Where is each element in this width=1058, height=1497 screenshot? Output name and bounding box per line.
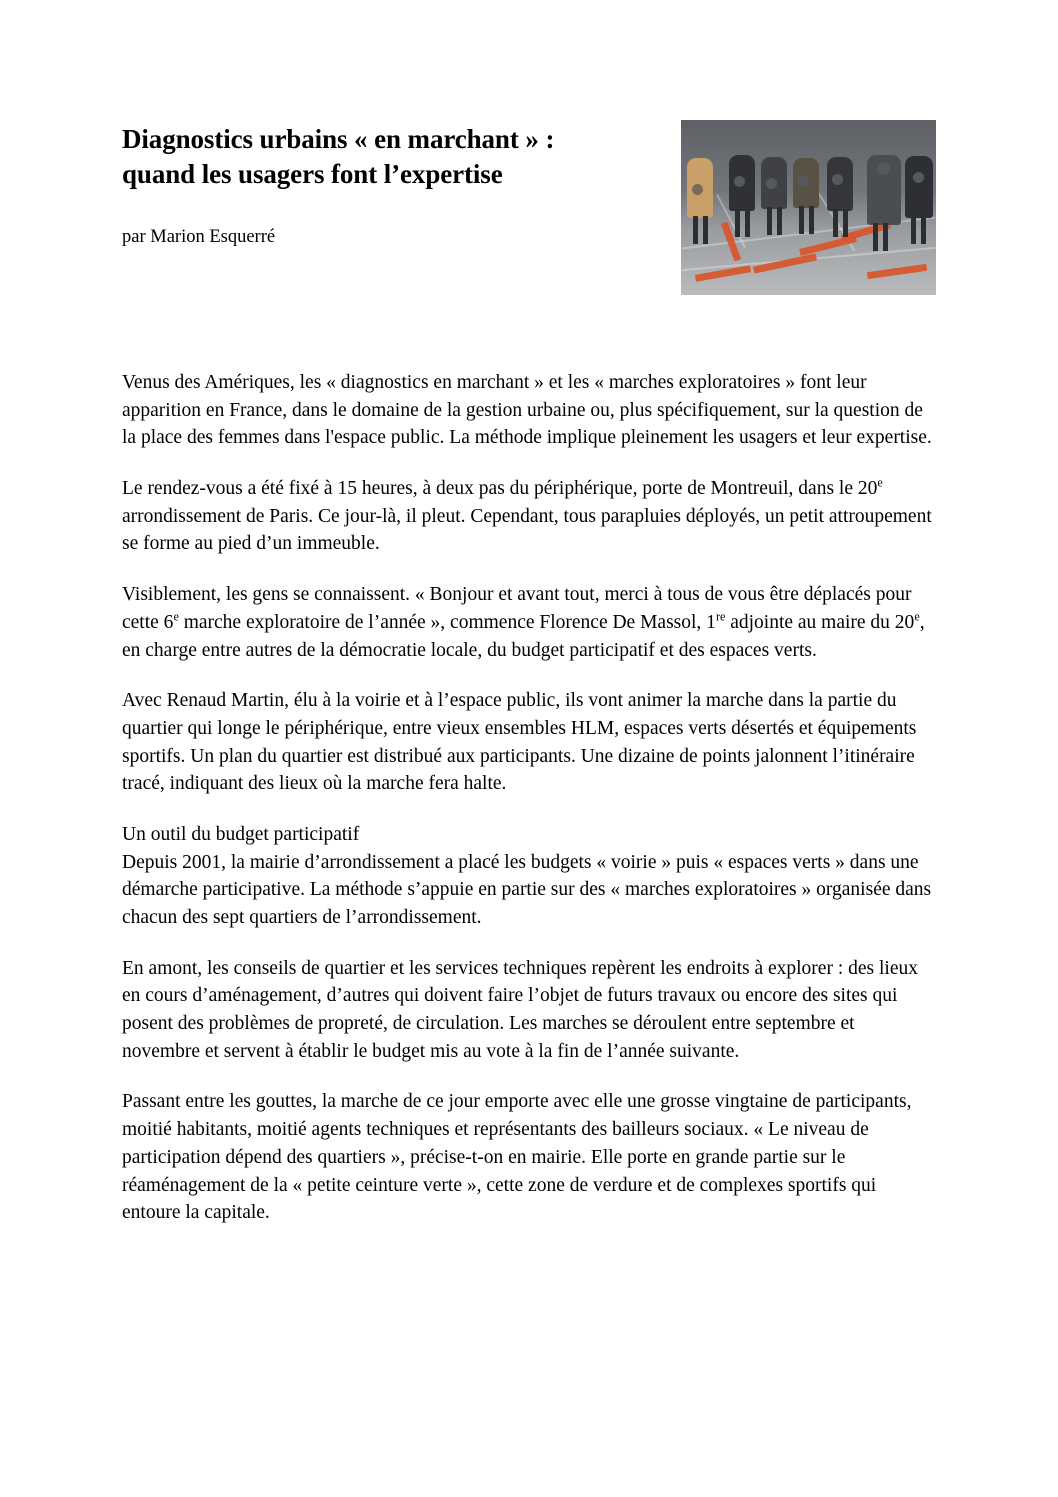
photo-person-head — [913, 172, 924, 183]
article-body — [122, 369, 936, 1227]
paragraph: Venus des Amériques, les « diagnostics en marchant » et les « marches exploratoires » font leur apparition en France, dans le domaine de la gestion urbaine ou, plus spécifiquement, sur la question de la place des femmes dans l'espace public. La méthode implique pleinement les usagers et leur expertise. — [122, 372, 932, 449]
photo-person — [905, 156, 933, 218]
title-block — [122, 118, 662, 249]
photo-person-head — [734, 176, 745, 187]
photo-person-head — [692, 184, 703, 195]
document-header — [122, 118, 936, 295]
page-title-line-1: Diagnostics urbains « en marchant » : — [122, 124, 555, 154]
paragraph: Passant entre les gouttes, la marche de ce jour emporte avec elle une grosse vingtaine de participants, moitié habitants, moitié agents techniques et représentants des bailleurs sociaux. « Le niveau de participation dépend des quartiers », précise-t-on en mairie. Elle porte en grande partie sur le réaménagement de la « petite ceinture verte », cette zone de verdure et de complexes sportifs qui entoure la capitale. — [122, 1091, 912, 1224]
photo-person-head — [832, 174, 843, 185]
photo-person-head — [877, 162, 890, 175]
photo-person-head — [766, 178, 777, 189]
document-content — [122, 118, 936, 1250]
paragraph: Avec Renaud Martin, élu à la voirie et à l’espace public, ils vont animer la marche dans la partie du quartier qui longe le périphérique, entre vieux ensembles HLM, espaces verts désertés et équipements sportifs. Un plan du quartier est distribué aux participants. Une dizaine de points jalonnent l’itinéraire tracé, indiquant des lieux où la marche fera halte. — [122, 690, 917, 795]
photo-person-head — [798, 176, 809, 187]
byline: par Marion Esquerré — [122, 227, 276, 248]
paragraph: En amont, les conseils de quartier et les services techniques repèrent les endroits à explorer : des lieux en cours d’aménagement, d’autres qui doivent faire l’objet de futurs travaux ou encore des sites qui posent des problèmes de propreté, de circulation. Les marches se déroulent entre septembre et novembre et servent à établir le budget mis au vote à la fin de l’année suivante. — [122, 957, 918, 1062]
paragraph: Visiblement, les gens se connaissent. « Bonjour et avant tout, merci à tous de vous être déplacés pour cette 6e marche exploratoire de l’année », commence Florence De Massol, 1re adjointe au maire du 20e, en charge entre autres de la démocratie locale, du budget participatif et des espaces verts. — [122, 584, 925, 661]
paragraph: Depuis 2001, la mairie d’arrondissement a placé les budgets « voirie » puis « espaces verts » dans une démarche participative. La méthode s’appuie en partie sur des « marches exploratoires » organisée dans chacun des sept quartiers de l’arrondissement. — [122, 851, 932, 928]
page-title — [122, 122, 662, 191]
article-photo — [681, 120, 936, 295]
section-heading: Un outil du budget participatif — [122, 823, 360, 845]
paragraph: Le rendez-vous a été fixé à 15 heures, à deux pas du périphérique, porte de Montreuil, dans le 20e arrondissement de Paris. Ce jour-là, il pleut. Cependant, tous parapluies déployés, un petit attroupement se forme au pied d’un immeuble. — [122, 475, 932, 555]
page-title-line-2: quand les usagers font l’expertise — [122, 158, 503, 189]
